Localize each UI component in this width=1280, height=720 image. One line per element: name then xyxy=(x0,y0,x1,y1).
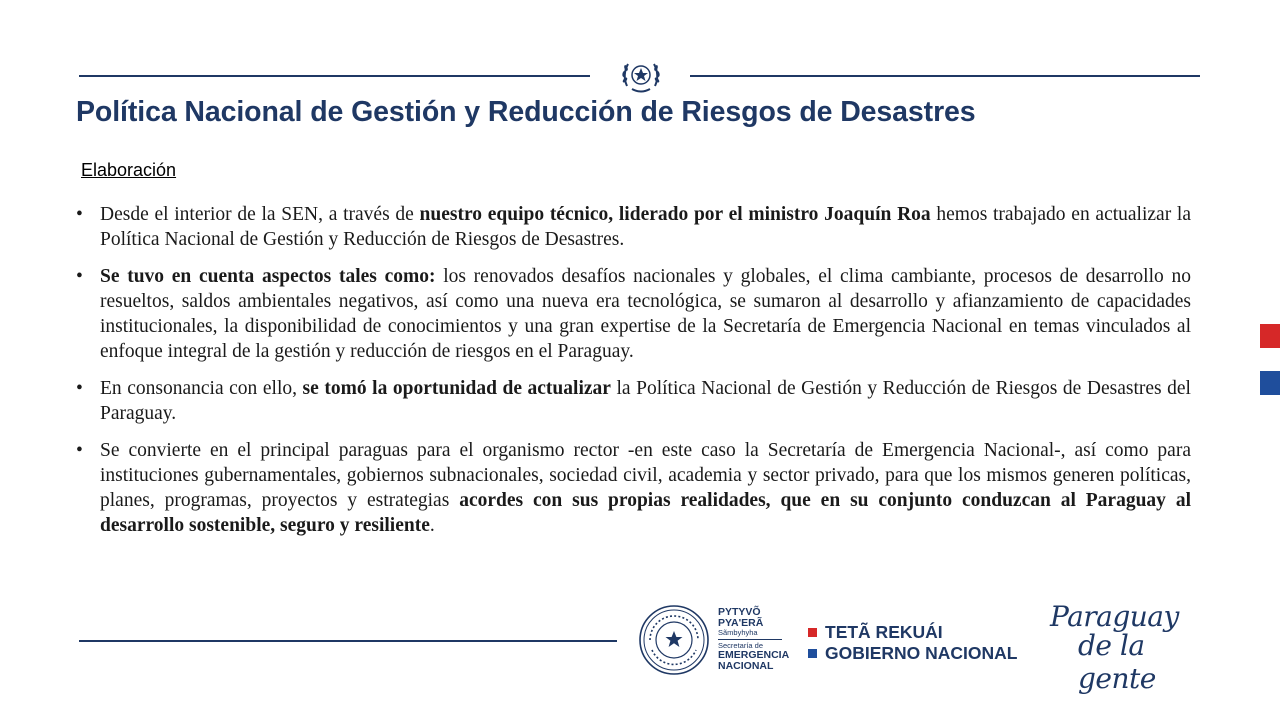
sen-line5: EMERGENCIA xyxy=(718,648,790,661)
bullet-item xyxy=(76,202,1191,252)
star-laurel-emblem-icon xyxy=(618,53,664,99)
top-right-divider xyxy=(690,75,1200,77)
brand-line2: de la gente xyxy=(1078,629,1156,695)
bullet-text: Desde el interior de la SEN, a través de xyxy=(100,204,420,225)
bullet-item xyxy=(76,264,1191,364)
brand-line1: Paraguay xyxy=(1050,600,1179,633)
side-blue-marker xyxy=(1260,371,1280,395)
bullet-text: En consonancia con ello, xyxy=(100,378,303,399)
government-logo xyxy=(808,622,1018,664)
gov-row-1 xyxy=(808,622,1018,643)
sen-divider xyxy=(718,639,782,640)
bullet-text: . xyxy=(429,515,435,536)
sen-line1: PYTYVÕ xyxy=(718,606,761,618)
page-title: Política Nacional de Gestión y Reducción de Riesgos de Desastres xyxy=(76,96,976,128)
sen-line4: Secretaría de xyxy=(718,640,764,650)
sen-line3: Sãmbyhyha xyxy=(718,628,758,638)
gov-line2: GOBIERNO NACIONAL xyxy=(825,643,1018,663)
bullet-bold-text: acordes con sus propias realidades, que en su conjunto conduzcan al Paraguay al desarrollo sostenible, seguro y resiliente xyxy=(100,490,1191,536)
side-red-marker xyxy=(1260,324,1280,348)
bullet-list xyxy=(76,202,1191,550)
bullet-bold-text: se tomó la oportunidad de actualizar xyxy=(302,378,611,399)
gov-row-2 xyxy=(808,643,1018,664)
section-label: Elaboración xyxy=(81,160,177,180)
bullet-bold-text: Se tuvo en cuenta aspectos tales como: xyxy=(100,266,436,287)
bullet-bold-text: nuestro equipo técnico, liderado por el ministro Joaquín Roa xyxy=(419,204,931,225)
gov-line1: TETÃ REKUÁI xyxy=(825,622,943,642)
bullet-text: los renovados desafíos nacionales y globales, el clima cambiante, procesos de desarrollo no resueltos, saldos ambientales negativos, así como una nueva era tecnológica, se sumaron al desarrollo y afianzamiento de capacidades institucionales, la disponibilidad de conocimientos y una gran expertise de la Secretaría de Emergencia Nacional en temas vinculados al enfoque integral de la gestión y reducción de riesgos en el Paraguay. xyxy=(100,266,1191,362)
bullet-item xyxy=(76,438,1191,538)
bullet-text: hemos trabajado en actualizar la Política Nacional de Gestión y Reducción de Riesgos de Desastres. xyxy=(100,204,1191,250)
national-seal-icon xyxy=(638,604,710,676)
sen-line2: PYA'ERÃ xyxy=(718,617,764,630)
bottom-divider xyxy=(79,640,617,642)
top-left-divider xyxy=(79,75,590,77)
paraguay-de-la-gente-logo xyxy=(1050,600,1210,695)
blue-square-icon xyxy=(808,649,817,658)
sen-line6: NACIONAL xyxy=(718,659,774,672)
bullet-text: Se convierte en el principal paraguas para el organismo rector -en este caso la Secretaría de Emergencia Nacional-, así como para instituciones gubernamentales, gobiernos subnacionales, sociedad civil, academia y sector privado, para que los mismos generen políticas, planes, programas, proyectos y estrategias xyxy=(100,440,1191,511)
red-square-icon xyxy=(808,628,817,637)
bullet-text: la Política Nacional de Gestión y Reducción de Riesgos de Desastres del Paraguay. xyxy=(100,378,1191,424)
bullet-item xyxy=(76,376,1191,426)
sen-logo-text xyxy=(718,607,798,672)
